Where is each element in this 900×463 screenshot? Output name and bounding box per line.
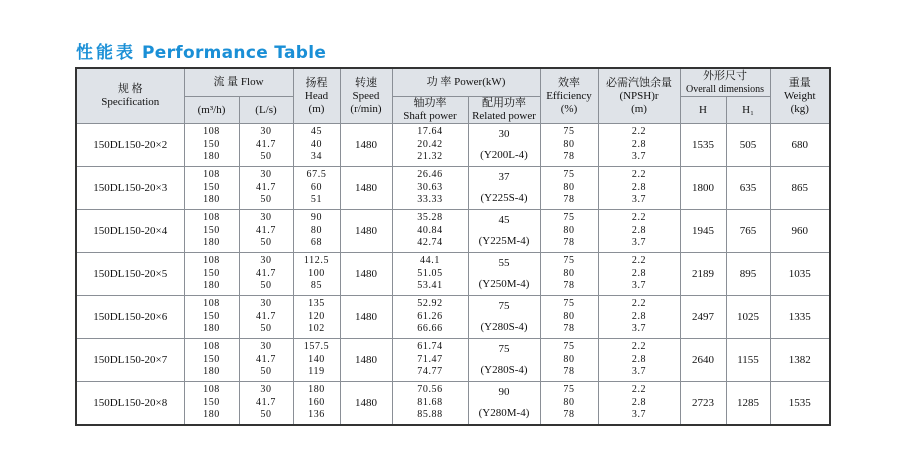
header-efficiency: 效率 Efficiency (%): [540, 68, 598, 124]
cell-dim-h1: 765: [726, 210, 770, 253]
cell-flow-m3h: 108 150 180: [184, 296, 239, 339]
page-title: [76, 38, 326, 62]
cell-efficiency: 75 80 78: [540, 167, 598, 210]
cell-dim-h: 2640: [680, 339, 726, 382]
header-head: 扬程 Head (m): [293, 68, 340, 124]
cell-shaft-power: 17.64 20.42 21.32: [392, 124, 468, 167]
cell-dim-h1: 505: [726, 124, 770, 167]
cell-flow-m3h: 108 150 180: [184, 124, 239, 167]
cell-weight: 1035: [770, 253, 830, 296]
table-row: [76, 253, 830, 296]
cell-speed: 1480: [340, 296, 392, 339]
cell-head: 180 160 136: [293, 382, 340, 426]
cell-speed: 1480: [340, 124, 392, 167]
cell-spec: 150DL150-20×7: [76, 339, 184, 382]
cell-dim-h: 2189: [680, 253, 726, 296]
header-weight: 重量 Weight (kg): [770, 68, 830, 124]
cell-related-power: 90 (Y280M-4): [468, 382, 540, 426]
cell-npsh: 2.2 2.8 3.7: [598, 124, 680, 167]
cell-flow-m3h: 108 150 180: [184, 167, 239, 210]
cell-efficiency: 75 80 78: [540, 296, 598, 339]
header-dimensions: 外形尺寸 Overall dimensions: [680, 68, 770, 97]
cell-efficiency: 75 80 78: [540, 210, 598, 253]
table-row: [76, 167, 830, 210]
header-dim-h: H: [680, 97, 726, 124]
cell-related-power: 55 (Y250M-4): [468, 253, 540, 296]
cell-speed: 1480: [340, 339, 392, 382]
cell-shaft-power: 35.28 40.84 42.74: [392, 210, 468, 253]
cell-npsh: 2.2 2.8 3.7: [598, 167, 680, 210]
cell-spec: 150DL150-20×6: [76, 296, 184, 339]
cell-flow-ls: 30 41.7 50: [239, 124, 293, 167]
cell-speed: 1480: [340, 210, 392, 253]
cell-related-power: 45 (Y225M-4): [468, 210, 540, 253]
cell-shaft-power: 61.74 71.47 74.77: [392, 339, 468, 382]
header-power: 功 率 Power(kW): [392, 68, 540, 97]
cell-efficiency: 75 80 78: [540, 253, 598, 296]
cell-head: 157.5 140 119: [293, 339, 340, 382]
cell-npsh: 2.2 2.8 3.7: [598, 253, 680, 296]
cell-spec: 150DL150-20×2: [76, 124, 184, 167]
table-body: [76, 124, 830, 426]
header-speed: 转速 Speed (r/min): [340, 68, 392, 124]
table-row: [76, 339, 830, 382]
cell-speed: 1480: [340, 253, 392, 296]
cell-shaft-power: 26.46 30.63 33.33: [392, 167, 468, 210]
table-row: [76, 382, 830, 426]
cell-shaft-power: 44.1 51.05 53.41: [392, 253, 468, 296]
cell-related-power: 30 (Y200L-4): [468, 124, 540, 167]
cell-flow-ls: 30 41.7 50: [239, 296, 293, 339]
header-shaft-power: 轴功率 Shaft power: [392, 97, 468, 124]
title-cn: 性能表: [76, 43, 136, 63]
cell-dim-h: 2723: [680, 382, 726, 426]
cell-dim-h1: 1285: [726, 382, 770, 426]
cell-flow-ls: 30 41.7 50: [239, 167, 293, 210]
header-flow-m3h: (m³/h): [184, 97, 239, 124]
cell-head: 112.5 100 85: [293, 253, 340, 296]
cell-spec: 150DL150-20×4: [76, 210, 184, 253]
cell-weight: 960: [770, 210, 830, 253]
cell-efficiency: 75 80 78: [540, 339, 598, 382]
cell-dim-h1: 635: [726, 167, 770, 210]
cell-speed: 1480: [340, 167, 392, 210]
cell-efficiency: 75 80 78: [540, 382, 598, 426]
cell-weight: 1382: [770, 339, 830, 382]
cell-flow-ls: 30 41.7 50: [239, 339, 293, 382]
header-dim-h1: H₁: [726, 97, 770, 124]
header-flow-ls: (L/s): [239, 97, 293, 124]
header-npsh: 必需汽蚀余量 (NPSH)r (m): [598, 68, 680, 124]
cell-related-power: 75 (Y280S-4): [468, 296, 540, 339]
cell-npsh: 2.2 2.8 3.7: [598, 296, 680, 339]
cell-dim-h: 1945: [680, 210, 726, 253]
cell-weight: 680: [770, 124, 830, 167]
performance-table: [75, 67, 831, 426]
cell-dim-h1: 1025: [726, 296, 770, 339]
cell-weight: 865: [770, 167, 830, 210]
cell-flow-m3h: 108 150 180: [184, 253, 239, 296]
cell-dim-h: 1535: [680, 124, 726, 167]
cell-flow-ls: 30 41.7 50: [239, 253, 293, 296]
cell-dim-h: 1800: [680, 167, 726, 210]
cell-flow-m3h: 108 150 180: [184, 382, 239, 426]
cell-npsh: 2.2 2.8 3.7: [598, 339, 680, 382]
cell-npsh: 2.2 2.8 3.7: [598, 210, 680, 253]
cell-dim-h1: 895: [726, 253, 770, 296]
cell-shaft-power: 52.92 61.26 66.66: [392, 296, 468, 339]
cell-dim-h: 2497: [680, 296, 726, 339]
cell-weight: 1335: [770, 296, 830, 339]
cell-dim-h1: 1155: [726, 339, 770, 382]
cell-head: 67.5 60 51: [293, 167, 340, 210]
header-spec: 规 格 Specification: [76, 68, 184, 124]
table-row: [76, 296, 830, 339]
cell-head: 135 120 102: [293, 296, 340, 339]
cell-flow-m3h: 108 150 180: [184, 210, 239, 253]
cell-head: 45 40 34: [293, 124, 340, 167]
title-en: Performance Table: [142, 43, 327, 63]
header-related-power: 配用功率 Related power: [468, 97, 540, 124]
cell-flow-ls: 30 41.7 50: [239, 210, 293, 253]
cell-shaft-power: 70.56 81.68 85.88: [392, 382, 468, 426]
cell-weight: 1535: [770, 382, 830, 426]
cell-efficiency: 75 80 78: [540, 124, 598, 167]
cell-speed: 1480: [340, 382, 392, 426]
cell-spec: 150DL150-20×3: [76, 167, 184, 210]
table-row: [76, 210, 830, 253]
cell-related-power: 75 (Y280S-4): [468, 339, 540, 382]
cell-npsh: 2.2 2.8 3.7: [598, 382, 680, 426]
cell-head: 90 80 68: [293, 210, 340, 253]
cell-related-power: 37 (Y225S-4): [468, 167, 540, 210]
cell-spec: 150DL150-20×8: [76, 382, 184, 426]
table-row: [76, 124, 830, 167]
cell-flow-ls: 30 41.7 50: [239, 382, 293, 426]
cell-spec: 150DL150-20×5: [76, 253, 184, 296]
cell-flow-m3h: 108 150 180: [184, 339, 239, 382]
header-flow: 流 量 Flow: [184, 68, 293, 97]
